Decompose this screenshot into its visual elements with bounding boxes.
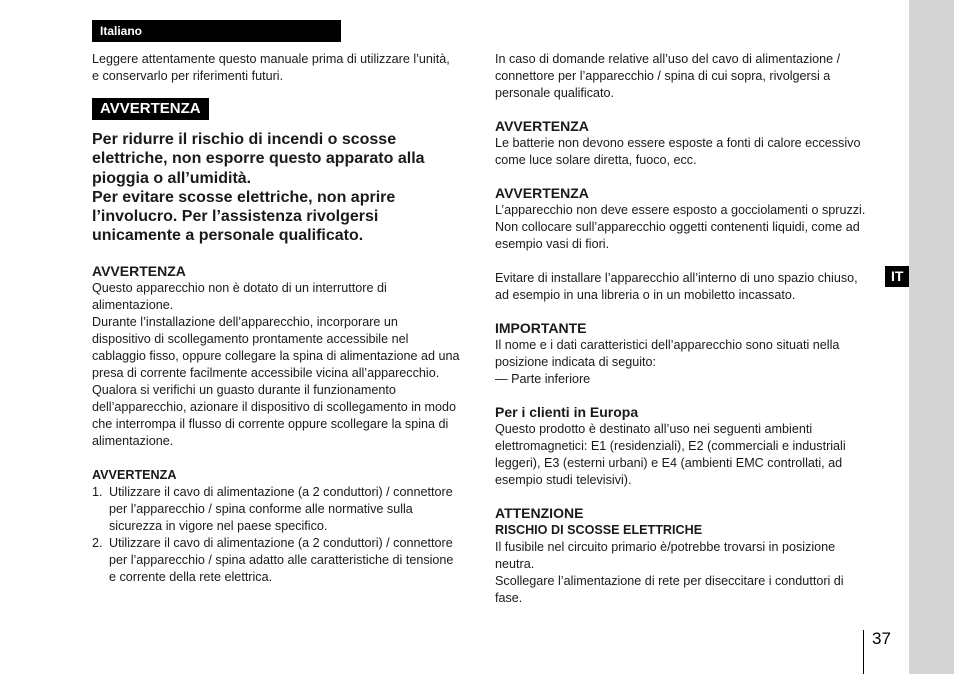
warning-label-box bbox=[92, 98, 460, 120]
section-paragraph: L’apparecchio non deve essere esposto a gocciolamenti o spruzzi. Non collocare sull’apparecchio oggetti contenenti liquidi, come ad esempio vasi di fiori. bbox=[495, 203, 866, 251]
page-number-divider bbox=[863, 630, 864, 674]
section-heading: AVVERTENZA bbox=[495, 185, 589, 201]
section-paragraph: Evitare di installare l’apparecchio all’interno di uno spazio chiuso, ad esempio in una libreria o in un mobiletto incassato. bbox=[495, 271, 858, 302]
warning-line: elettriche, non esporre questo apparato alla bbox=[92, 150, 425, 168]
list-text: Utilizzare il cavo di alimentazione (a 2 conduttori) / connettore per l’apparecchio / spina conforme alle normative sulla sicurezza in vigore nel paese specifico. bbox=[109, 484, 453, 533]
intro-text: Leggere attentamente questo manuale prima di utilizzare l’unità, e conservarlo per riferimenti futuri. bbox=[92, 52, 450, 83]
section-paragraph: Il nome e i dati caratteristici dell’apparecchio sono situati nella posizione indicata di seguito: bbox=[495, 338, 840, 369]
section-paragraph: Scollegare l’alimentazione di rete per diseccitare i conduttori di fase. bbox=[495, 574, 844, 605]
section-paragraph: — Parte inferiore bbox=[495, 372, 591, 386]
section-heading: AVVERTENZA bbox=[92, 262, 186, 279]
warning-label: AVVERTENZA bbox=[92, 98, 209, 120]
section-paragraph: Le batterie non devono essere esposte a fonti di calore eccessivo come luce solare diretta, fuoco, ecc. bbox=[495, 136, 861, 167]
list-item bbox=[92, 535, 460, 586]
list-text: Utilizzare il cavo di alimentazione (a 2 conduttori) / connettore per l’apparecchio / spina adatto alle caratteristiche di tensione e corrente della rete elettrica. bbox=[109, 535, 454, 584]
warning-line: unicamente a personale qualificato. bbox=[92, 227, 364, 245]
section-heading: AVVERTENZA bbox=[92, 467, 177, 482]
section-heading: ATTENZIONE bbox=[495, 505, 584, 521]
section-paragraph: Durante l’installazione dell’apparecchio, incorporare un dispositivo di scollegamento prontamente accessibile nel cablaggio fisso, oppure collegare la spina di alimentazione ad una presa di corrente facilmente accessibile vicina all’apparecchio. Qualora si verifichi un guasto durante il funzionamento dell’apparecchio, azionare il dispositivo di scollegamento in modo che interrompa il flusso di corrente oppure scollegare la spina di alimentazione. bbox=[92, 314, 460, 448]
warning-line: l’involucro. Per l’assistenza rivolgersi bbox=[92, 208, 379, 226]
section-paragraph: Il fusibile nel circuito primario è/potrebbe trovarsi in posizione neutra. bbox=[495, 540, 836, 571]
right-column bbox=[495, 51, 867, 607]
section-paragraph: Questo apparecchio non è dotato di un interruttore di alimentazione. bbox=[92, 280, 387, 312]
left-column bbox=[92, 51, 460, 586]
warning-line: Per evitare scosse elettriche, non aprire bbox=[92, 188, 396, 206]
section-paragraph: Questo prodotto è destinato all’uso nei seguenti ambienti elettromagnetici: E1 (residenziali), E2 (commerciali e industriali leggeri), E3 (esterni urbani) e E4 (ambienti EMC controllati, ad esempio studi televisivi). bbox=[495, 422, 846, 487]
section-heading: Per i clienti in Europa bbox=[495, 404, 639, 420]
section-paragraph: In caso di domande relative all’uso del cavo di alimentazione / connettore per l’apparecchio / spina di cui sopra, rivolgersi a personale qualificato. bbox=[495, 52, 841, 100]
list-item bbox=[92, 484, 460, 535]
language-tab: IT bbox=[885, 266, 909, 287]
section-heading: AVVERTENZA bbox=[495, 118, 589, 134]
list-number: 1. bbox=[92, 484, 103, 499]
warning-line: pioggia o all’umidità. bbox=[92, 169, 252, 187]
main-warning bbox=[92, 130, 460, 246]
section-subheading: RISCHIO DI SCOSSE ELETTRICHE bbox=[495, 523, 703, 537]
numbered-list bbox=[92, 484, 460, 586]
page-number: 37 bbox=[872, 629, 891, 648]
side-margin-bar bbox=[909, 0, 954, 674]
list-number: 2. bbox=[92, 535, 103, 550]
warning-line: Per ridurre il rischio di incendi o scosse bbox=[92, 131, 397, 148]
language-header: Italiano bbox=[92, 20, 341, 42]
section-heading: IMPORTANTE bbox=[495, 320, 587, 336]
